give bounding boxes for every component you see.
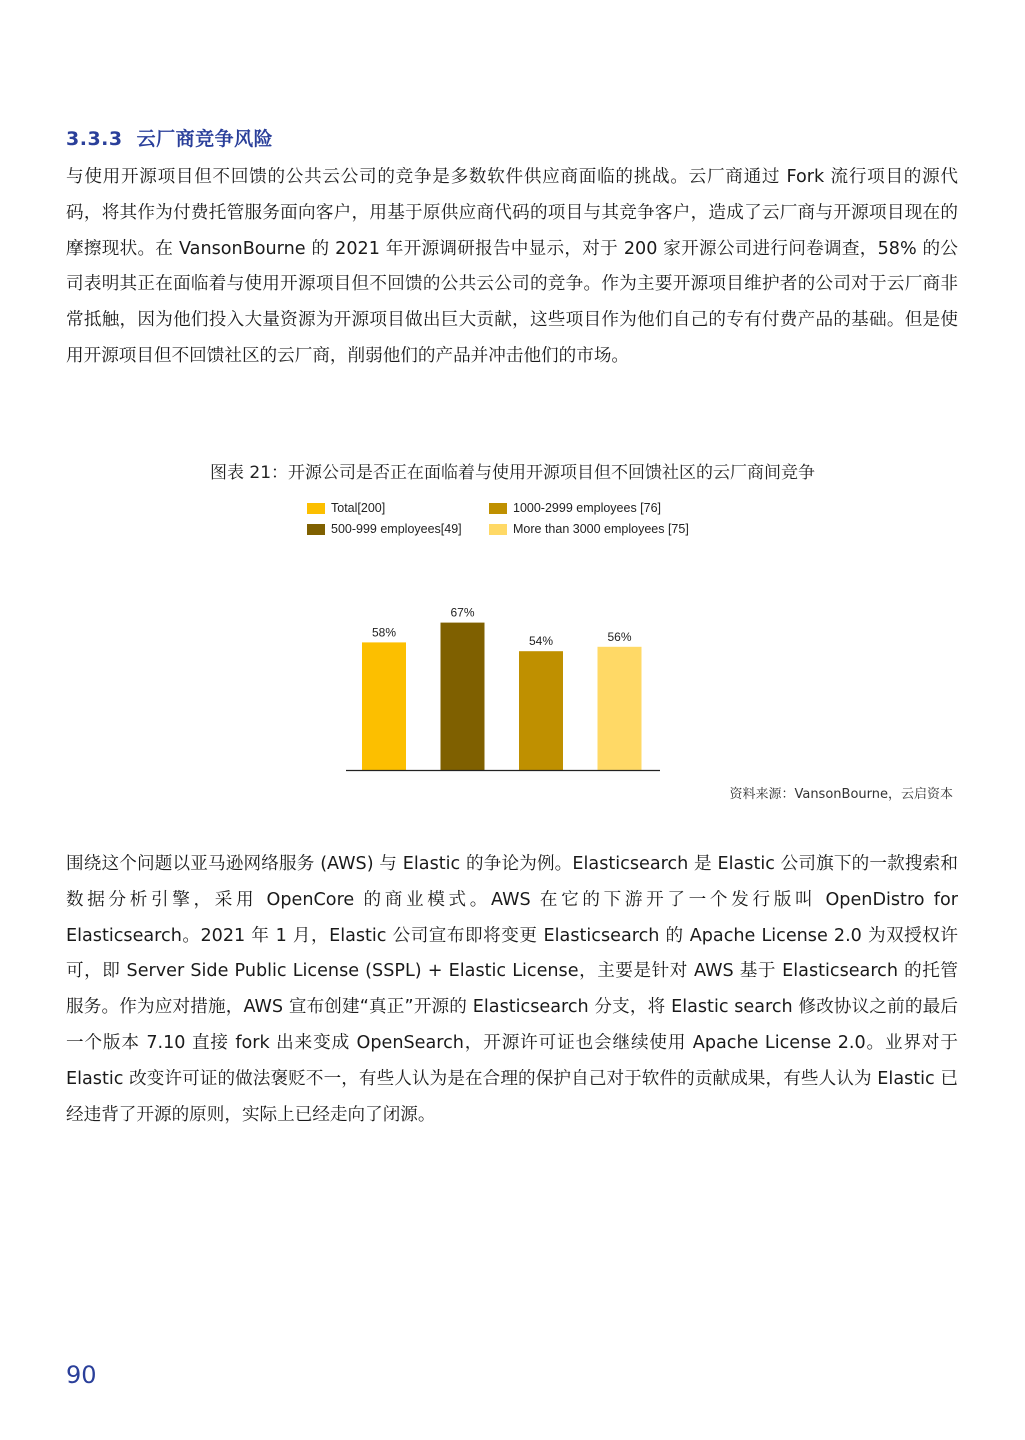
- bar-value-label: 56%: [607, 629, 632, 644]
- chart-caption: 图表 21：开源公司是否正在面临着与使用开源项目但不回馈社区的云厂商间竞争: [209, 463, 816, 483]
- bar-value-label: 67%: [450, 605, 475, 620]
- legend-swatch: [489, 524, 507, 535]
- chart-source: 资料来源：VansonBourne，云启资本: [729, 787, 953, 802]
- bar-1: [362, 642, 406, 770]
- bar-3: [519, 651, 563, 770]
- legend-swatch: [307, 503, 325, 514]
- bar-2: [441, 623, 485, 770]
- legend-label: 500-999 employees[49]: [331, 522, 462, 536]
- page-number: 90: [66, 1361, 97, 1389]
- body-paragraph-1: 与使用开源项目但不回馈的公共云公司的竞争是多数软件供应商面临的挑战。云厂商通过 Fork 流行项目的源代码，将其作为付费托管服务面向客户，用基于原供应商代码的项目与其竞争客户，造成了云厂商与开源项目现在的摩擦现状。在 VansonBourne 的 2021 年开源调研报告中显示，对于 200 家开源公司进行问卷调查，58% 的公司表明其正在面临着与使用开源项目但不回馈的公共云公司的竞争。作为主要开源项目维护者的公司对于云厂商非常抵触，因为他们投入大量资源为开源项目做出巨大贡献，这些项目作为他们自己的专有付费产品的基础。但是使用开源项目但不回馈社区的云厂商，削弱他们的产品并冲击他们的市场。: [66, 167, 958, 366]
- section-title: 云厂商竞争风险: [136, 128, 274, 150]
- chart-legend: [307, 501, 727, 545]
- legend-label: More than 3000 employees [75]: [513, 522, 689, 536]
- legend-item-3000-plus: [489, 522, 689, 536]
- bar-4: [598, 647, 642, 770]
- legend-item-1000-2999: [489, 501, 661, 515]
- legend-swatch: [307, 524, 325, 535]
- legend-item-500-999: [307, 522, 462, 536]
- body-paragraph-2: 围绕这个问题以亚马逊网络服务 (AWS) 与 Elastic 的争论为例。Elasticsearch 是 Elastic 公司旗下的一款搜索和数据分析引擎，采用 OpenCore 的商业模式。AWS 在它的下游开了一个发行版叫 OpenDistro for Elasticsearch。2021 年 1 月，Elastic 公司宣布即将变更 Elasticsearch 的 Apache License 2.0 为双授权许可，即 Server Side Public License (SSPL) + Elastic License，主要是针对 AWS 基于 Elasticsearch 的托管服务。作为应对措施，AWS 宣布创建“真正”开源的 Elasticsearch 分支，将 Elastic search 修改协议之前的最后一个版本 7.10 直接 fork 出来变成 OpenSearch，开源许可证也会继续使用 Apache License 2.0。业界对于 Elastic 改变许可证的做法褒贬不一，有些人认为是在合理的保护自己对于软件的贡献成果，有些人认为 Elastic 已经违背了开源的原则，实际上已经走向了闭源。: [66, 854, 958, 1125]
- bar-value-label: 58%: [371, 625, 397, 640]
- bar-value-label: 54%: [528, 634, 554, 649]
- legend-item-total: [307, 501, 385, 515]
- legend-label: Total[200]: [331, 501, 386, 515]
- legend-label: 1000-2999 employees [76]: [513, 501, 662, 515]
- section-heading: [66, 124, 273, 151]
- legend-swatch: [489, 503, 507, 514]
- bar-chart: [340, 560, 670, 775]
- section-number: 3.3.3: [66, 128, 123, 150]
